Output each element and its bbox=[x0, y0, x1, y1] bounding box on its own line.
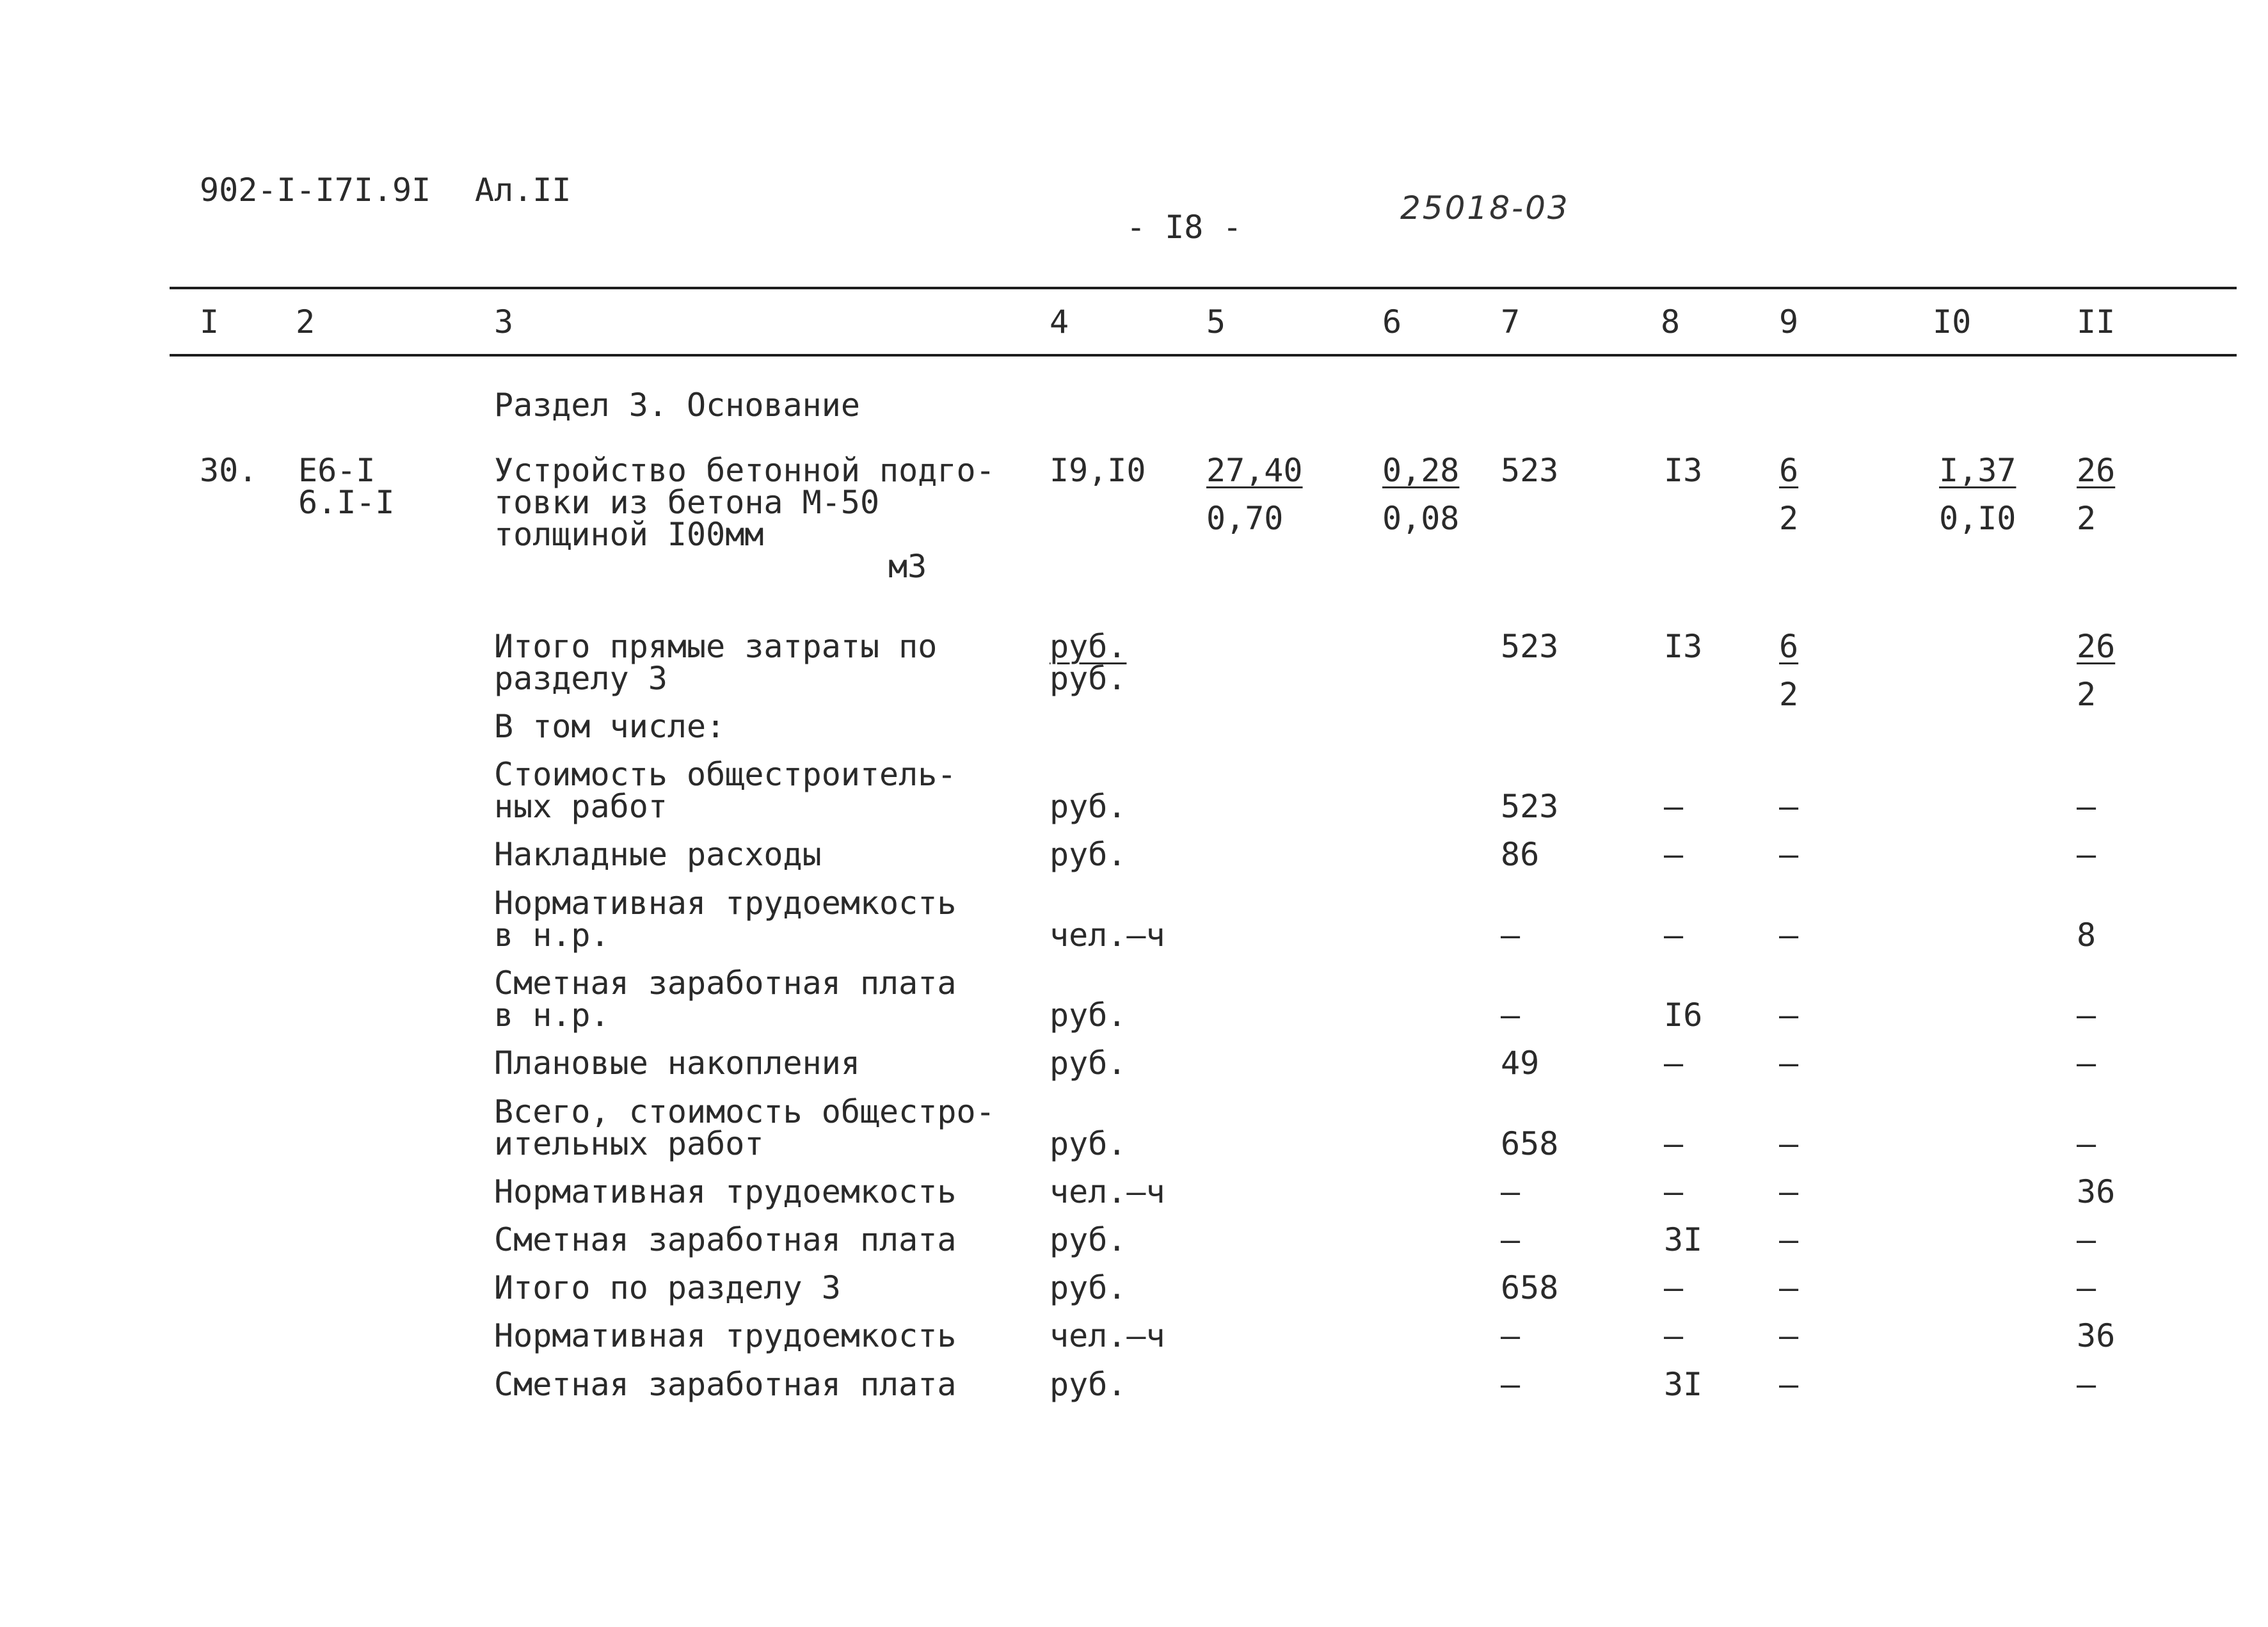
row-label: Сметная заработная плата bbox=[494, 965, 957, 1002]
row-col11: 36 bbox=[2077, 1317, 2116, 1354]
column-header: 4 bbox=[1050, 303, 1069, 341]
row-col8: – bbox=[1664, 1269, 1684, 1306]
column-header: I bbox=[200, 303, 220, 341]
row-col9: – bbox=[1779, 1317, 1799, 1354]
row-col8: I6 bbox=[1664, 997, 1703, 1034]
item-code: 6.I-I bbox=[298, 484, 395, 521]
row-col11: 36 bbox=[2077, 1173, 2116, 1210]
row-col8: – bbox=[1664, 1125, 1684, 1162]
item-description: Устройство бетонной подго- bbox=[494, 452, 995, 489]
row-unit: чел.–ч bbox=[1050, 1173, 1165, 1210]
column-header: 2 bbox=[296, 303, 315, 341]
document-code: 902-I-I7I.9I bbox=[200, 172, 431, 209]
row-label: Плановые накопления bbox=[494, 1045, 860, 1082]
row-col9: – bbox=[1779, 1366, 1799, 1403]
direct-costs-label: разделу 3 bbox=[494, 660, 667, 697]
row-label: Накладные расходы bbox=[494, 836, 822, 873]
album-number: Ал.II bbox=[475, 172, 571, 209]
row-col9: – bbox=[1779, 997, 1799, 1034]
item-labor-total-machine: 2 bbox=[2077, 500, 2096, 537]
row-label: Сметная заработная плата bbox=[494, 1366, 957, 1403]
item-description: товки из бетона М-50 bbox=[494, 484, 880, 521]
handwritten-number: 25018-03 bbox=[1400, 189, 1570, 227]
row-col11: – bbox=[2077, 997, 2096, 1034]
row-col8: – bbox=[1664, 836, 1684, 873]
row-col7: 49 bbox=[1501, 1045, 1540, 1082]
item-number: 30. bbox=[200, 452, 258, 489]
item-unit: м3 bbox=[888, 548, 927, 585]
row-unit: руб. bbox=[1050, 836, 1127, 873]
item-wage-total: I3 bbox=[1664, 452, 1703, 489]
row-col11: – bbox=[2077, 1125, 2096, 1162]
row-col7: – bbox=[1501, 1366, 1521, 1403]
item-machine-total: 6 bbox=[1779, 452, 1799, 489]
row-label: Стоимость общестроитель- bbox=[494, 756, 957, 793]
column-header: I0 bbox=[1933, 303, 1972, 341]
column-header: II bbox=[2077, 303, 2116, 341]
item-cost-machine-wage: 0,08 bbox=[1382, 500, 1460, 537]
row-unit: руб. bbox=[1050, 1125, 1127, 1162]
row-col7: 86 bbox=[1501, 836, 1540, 873]
row-label: Нормативная трудоемкость bbox=[494, 885, 957, 922]
row-unit: руб. bbox=[1050, 788, 1127, 825]
row-col7: 658 bbox=[1501, 1269, 1559, 1306]
row-label: ительных работ bbox=[494, 1125, 764, 1162]
row-col8: – bbox=[1664, 1045, 1684, 1082]
row-label: Итого по разделу 3 bbox=[494, 1269, 841, 1306]
column-header: 7 bbox=[1501, 303, 1521, 341]
row-col7: 658 bbox=[1501, 1125, 1559, 1162]
row-label: Сметная заработная плата bbox=[494, 1221, 957, 1258]
row-col9: – bbox=[1779, 1125, 1799, 1162]
row-label: Всего, стоимость общестро- bbox=[494, 1093, 995, 1130]
direct-costs-machine-wage: 2 bbox=[1779, 676, 1799, 713]
row-col9: – bbox=[1779, 836, 1799, 873]
row-col8: – bbox=[1664, 1173, 1684, 1210]
item-cost-wage: 0,70 bbox=[1206, 500, 1284, 537]
row-unit: руб. bbox=[1050, 997, 1127, 1034]
direct-costs-unit: руб. bbox=[1050, 628, 1127, 665]
row-col7: – bbox=[1501, 917, 1521, 954]
including-label: В том числе: bbox=[494, 708, 726, 745]
item-total-cost: 523 bbox=[1501, 452, 1559, 489]
row-col11: – bbox=[2077, 1221, 2096, 1258]
row-unit: руб. bbox=[1050, 1366, 1127, 1403]
row-col9: – bbox=[1779, 1173, 1799, 1210]
row-col9: – bbox=[1779, 1045, 1799, 1082]
item-machine-wage-total: 2 bbox=[1779, 500, 1799, 537]
row-unit: чел.–ч bbox=[1050, 1317, 1165, 1354]
row-unit: руб. bbox=[1050, 1269, 1127, 1306]
table-header-rule bbox=[170, 354, 2237, 357]
direct-costs-labor-machine: 2 bbox=[2077, 676, 2096, 713]
row-col9: – bbox=[1779, 917, 1799, 954]
column-header: 3 bbox=[494, 303, 514, 341]
row-label: в н.р. bbox=[494, 997, 610, 1034]
row-col9: – bbox=[1779, 1221, 1799, 1258]
item-labor-total: 26 bbox=[2077, 452, 2116, 489]
direct-costs-total: 523 bbox=[1501, 628, 1559, 665]
item-code: Е6-I bbox=[298, 452, 376, 489]
direct-costs-unit: руб. bbox=[1050, 660, 1127, 697]
row-col7: – bbox=[1501, 1173, 1521, 1210]
item-quantity: I9,I0 bbox=[1050, 452, 1146, 489]
row-col9: – bbox=[1779, 788, 1799, 825]
row-col11: – bbox=[2077, 1269, 2096, 1306]
row-unit: чел.–ч bbox=[1050, 917, 1165, 954]
section-title: Раздел 3. Основание bbox=[494, 387, 860, 424]
row-col7: – bbox=[1501, 1221, 1521, 1258]
row-col7: 523 bbox=[1501, 788, 1559, 825]
row-col11: – bbox=[2077, 1366, 2096, 1403]
row-col7: – bbox=[1501, 1317, 1521, 1354]
direct-costs-label: Итого прямые затраты по bbox=[494, 628, 938, 665]
row-col11: – bbox=[2077, 788, 2096, 825]
row-col11: 8 bbox=[2077, 917, 2096, 954]
item-description: толщиной I00мм bbox=[494, 516, 764, 553]
item-labor-unit: I,37 bbox=[1939, 452, 2016, 489]
row-col8: 3I bbox=[1664, 1221, 1703, 1258]
column-header: 5 bbox=[1206, 303, 1226, 341]
row-col8: – bbox=[1664, 917, 1684, 954]
direct-costs-wage: I3 bbox=[1664, 628, 1703, 665]
row-label: ных работ bbox=[494, 788, 667, 825]
column-header: 9 bbox=[1779, 303, 1799, 341]
row-col8: – bbox=[1664, 788, 1684, 825]
row-col11: – bbox=[2077, 836, 2096, 873]
item-cost-total: 27,40 bbox=[1206, 452, 1303, 489]
row-col11: – bbox=[2077, 1045, 2096, 1082]
direct-costs-machine: 6 bbox=[1779, 628, 1799, 665]
row-col7: – bbox=[1501, 997, 1521, 1034]
row-label: Нормативная трудоемкость bbox=[494, 1317, 957, 1354]
item-labor-unit-machine: 0,I0 bbox=[1939, 500, 2016, 537]
direct-costs-labor: 26 bbox=[2077, 628, 2116, 665]
item-cost-machine: 0,28 bbox=[1382, 452, 1460, 489]
page-number: - I8 - bbox=[1126, 209, 1242, 246]
column-header: 6 bbox=[1382, 303, 1402, 341]
row-col8: 3I bbox=[1664, 1366, 1703, 1403]
row-unit: руб. bbox=[1050, 1221, 1127, 1258]
row-label: Нормативная трудоемкость bbox=[494, 1173, 957, 1210]
row-label: в н.р. bbox=[494, 917, 610, 954]
row-col8: – bbox=[1664, 1317, 1684, 1354]
row-col9: – bbox=[1779, 1269, 1799, 1306]
table-top-rule bbox=[170, 287, 2237, 289]
column-header: 8 bbox=[1661, 303, 1681, 341]
row-unit: руб. bbox=[1050, 1045, 1127, 1082]
